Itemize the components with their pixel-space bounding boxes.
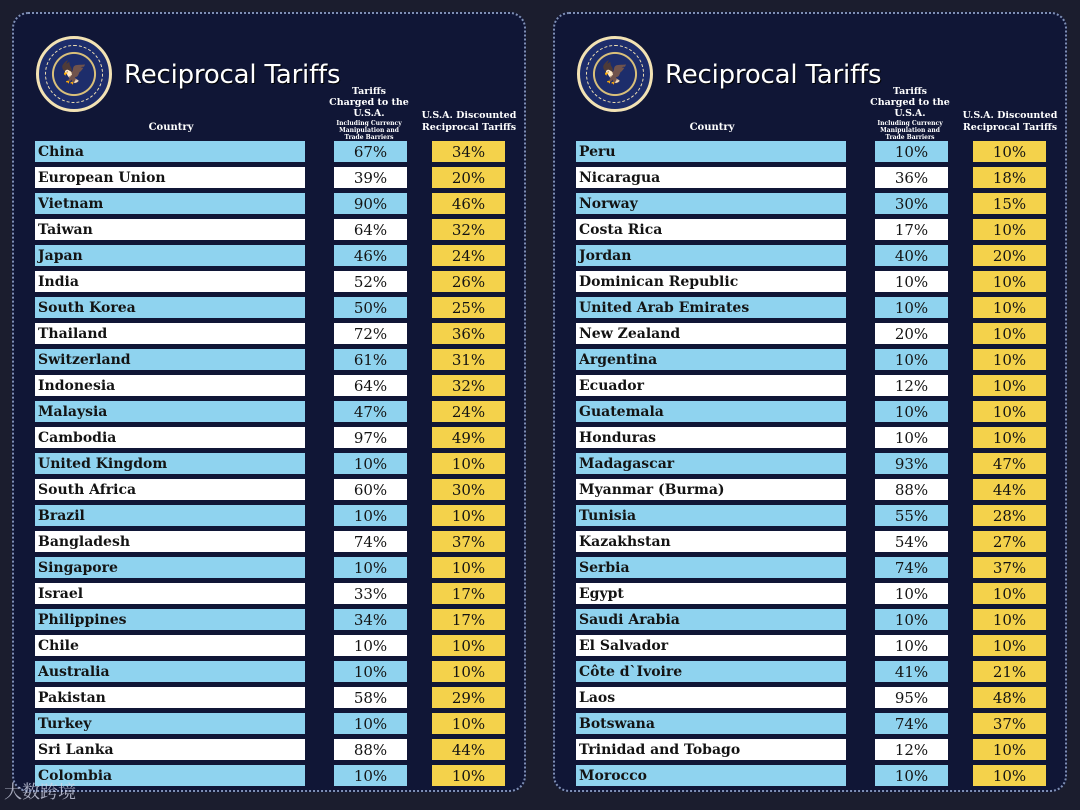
discounted-cell: 10%	[973, 297, 1046, 318]
table-row	[555, 166, 1065, 192]
discounted-column-header: U.S.A. Discounted Reciprocal Tariffs	[421, 110, 517, 133]
discounted-cell: 10%	[973, 349, 1046, 370]
discounted-cell: 46%	[432, 193, 505, 214]
charged-cell: 58%	[334, 687, 407, 708]
table-row	[14, 634, 524, 660]
charged-cell: 10%	[875, 297, 948, 318]
country-cell: Côte d`Ivoire	[576, 661, 846, 682]
charged-cell: 34%	[334, 609, 407, 630]
charged-cell: 10%	[334, 661, 407, 682]
charged-cell: 61%	[334, 349, 407, 370]
discounted-cell: 26%	[432, 271, 505, 292]
charged-cell: 10%	[875, 141, 948, 162]
table-row	[14, 660, 524, 686]
charged-cell: 12%	[875, 375, 948, 396]
charged-header-label: Tariffs Charged to the U.S.A.	[870, 86, 950, 119]
country-cell: Brazil	[35, 505, 305, 526]
country-cell: Honduras	[576, 427, 846, 448]
discounted-cell: 10%	[973, 765, 1046, 786]
discounted-cell: 32%	[432, 219, 505, 240]
country-cell: Norway	[576, 193, 846, 214]
country-cell: Myanmar (Burma)	[576, 479, 846, 500]
table-row	[555, 660, 1065, 686]
country-cell: Israel	[35, 583, 305, 604]
discounted-cell: 10%	[973, 427, 1046, 448]
country-cell: Dominican Republic	[576, 271, 846, 292]
discounted-cell: 10%	[432, 765, 505, 786]
charged-header-subtext: Including Currency Manipulation and Trade Barriers	[877, 120, 943, 141]
discounted-cell: 28%	[973, 505, 1046, 526]
presidential-seal-icon: 🦅	[577, 36, 653, 112]
charged-cell: 10%	[875, 401, 948, 422]
discounted-cell: 10%	[973, 401, 1046, 422]
charged-cell: 88%	[875, 479, 948, 500]
country-cell: Serbia	[576, 557, 846, 578]
charged-cell: 41%	[875, 661, 948, 682]
charged-cell: 74%	[875, 713, 948, 734]
tariff-panel-right	[553, 12, 1067, 792]
table-row	[14, 166, 524, 192]
table-row	[555, 322, 1065, 348]
table-row	[555, 478, 1065, 504]
country-column-header: Country	[689, 122, 735, 133]
discounted-cell: 18%	[973, 167, 1046, 188]
discounted-cell: 29%	[432, 687, 505, 708]
country-column-header: Country	[148, 122, 194, 133]
country-cell: Egypt	[576, 583, 846, 604]
charged-cell: 55%	[875, 505, 948, 526]
charged-cell: 39%	[334, 167, 407, 188]
table-row	[555, 374, 1065, 400]
country-cell: El Salvador	[576, 635, 846, 656]
country-cell: Pakistan	[35, 687, 305, 708]
discounted-cell: 10%	[432, 453, 505, 474]
discounted-cell: 20%	[973, 245, 1046, 266]
table-row	[14, 400, 524, 426]
charged-column-header	[870, 86, 950, 141]
discounted-column-header: U.S.A. Discounted Reciprocal Tariffs	[962, 110, 1058, 133]
charged-cell: 40%	[875, 245, 948, 266]
country-cell: Colombia	[35, 765, 305, 786]
charged-cell: 90%	[334, 193, 407, 214]
table-row	[555, 400, 1065, 426]
discounted-cell: 17%	[432, 583, 505, 604]
table-row	[555, 738, 1065, 764]
country-cell: United Arab Emirates	[576, 297, 846, 318]
table-row	[14, 686, 524, 712]
country-cell: Switzerland	[35, 349, 305, 370]
country-cell: New Zealand	[576, 323, 846, 344]
table-row	[555, 348, 1065, 374]
charged-cell: 10%	[334, 453, 407, 474]
country-cell: South Korea	[35, 297, 305, 318]
country-cell: Taiwan	[35, 219, 305, 240]
table-row	[555, 426, 1065, 452]
table-row	[555, 140, 1065, 166]
watermark-text: 大数跨境	[4, 782, 76, 803]
table-row	[555, 530, 1065, 556]
country-cell: Botswana	[576, 713, 846, 734]
table-row	[555, 764, 1065, 790]
charged-cell: 67%	[334, 141, 407, 162]
table-row	[14, 608, 524, 634]
table-row	[14, 530, 524, 556]
charged-cell: 10%	[875, 271, 948, 292]
table-row	[555, 504, 1065, 530]
charged-cell: 10%	[875, 349, 948, 370]
charged-cell: 10%	[875, 609, 948, 630]
country-cell: Guatemala	[576, 401, 846, 422]
charged-cell: 60%	[334, 479, 407, 500]
charged-cell: 12%	[875, 739, 948, 760]
discounted-cell: 24%	[432, 245, 505, 266]
country-cell: Indonesia	[35, 375, 305, 396]
table-row	[555, 608, 1065, 634]
panel-title: Reciprocal Tariffs	[124, 60, 341, 90]
table-row	[14, 322, 524, 348]
charged-cell: 47%	[334, 401, 407, 422]
discounted-cell: 32%	[432, 375, 505, 396]
discounted-cell: 10%	[432, 635, 505, 656]
table-row	[14, 712, 524, 738]
discounted-cell: 25%	[432, 297, 505, 318]
charged-cell: 10%	[875, 635, 948, 656]
country-cell: Chile	[35, 635, 305, 656]
charged-cell: 20%	[875, 323, 948, 344]
charged-cell: 64%	[334, 375, 407, 396]
charged-cell: 95%	[875, 687, 948, 708]
table-row	[555, 296, 1065, 322]
discounted-cell: 10%	[432, 505, 505, 526]
charged-cell: 10%	[875, 583, 948, 604]
table-row	[555, 452, 1065, 478]
discounted-cell: 48%	[973, 687, 1046, 708]
country-cell: Morocco	[576, 765, 846, 786]
table-row	[14, 582, 524, 608]
table-row	[555, 270, 1065, 296]
table-row	[555, 192, 1065, 218]
presidential-seal-icon: 🦅	[36, 36, 112, 112]
country-cell: Peru	[576, 141, 846, 162]
table-row	[555, 686, 1065, 712]
charged-cell: 10%	[334, 635, 407, 656]
charged-cell: 33%	[334, 583, 407, 604]
charged-cell: 74%	[334, 531, 407, 552]
country-cell: Cambodia	[35, 427, 305, 448]
discounted-cell: 44%	[973, 479, 1046, 500]
country-cell: European Union	[35, 167, 305, 188]
discounted-cell: 10%	[973, 375, 1046, 396]
discounted-cell: 10%	[973, 323, 1046, 344]
charged-header-label: Tariffs Charged to the U.S.A.	[329, 86, 409, 119]
discounted-cell: 10%	[432, 661, 505, 682]
discounted-cell: 49%	[432, 427, 505, 448]
table-row	[14, 296, 524, 322]
country-cell: Costa Rica	[576, 219, 846, 240]
discounted-cell: 47%	[973, 453, 1046, 474]
charged-cell: 30%	[875, 193, 948, 214]
discounted-cell: 10%	[973, 739, 1046, 760]
country-cell: Thailand	[35, 323, 305, 344]
discounted-cell: 10%	[973, 219, 1046, 240]
discounted-cell: 17%	[432, 609, 505, 630]
discounted-cell: 10%	[973, 635, 1046, 656]
charged-cell: 74%	[875, 557, 948, 578]
table-row	[14, 452, 524, 478]
country-cell: Turkey	[35, 713, 305, 734]
panel-title: Reciprocal Tariffs	[665, 60, 882, 90]
discounted-cell: 37%	[432, 531, 505, 552]
table-row	[14, 270, 524, 296]
country-cell: United Kingdom	[35, 453, 305, 474]
charged-cell: 97%	[334, 427, 407, 448]
discounted-cell: 10%	[973, 141, 1046, 162]
country-cell: Jordan	[576, 245, 846, 266]
table-row	[14, 504, 524, 530]
table-row	[14, 764, 524, 790]
country-cell: Singapore	[35, 557, 305, 578]
country-cell: Argentina	[576, 349, 846, 370]
charged-cell: 93%	[875, 453, 948, 474]
table-row	[555, 582, 1065, 608]
country-cell: Ecuador	[576, 375, 846, 396]
country-cell: Australia	[35, 661, 305, 682]
country-cell: China	[35, 141, 305, 162]
charged-cell: 36%	[875, 167, 948, 188]
country-cell: Malaysia	[35, 401, 305, 422]
country-cell: Laos	[576, 687, 846, 708]
charged-cell: 10%	[334, 765, 407, 786]
discounted-cell: 21%	[973, 661, 1046, 682]
country-cell: Vietnam	[35, 193, 305, 214]
country-cell: Trinidad and Tobago	[576, 739, 846, 760]
charged-cell: 10%	[334, 713, 407, 734]
charged-cell: 64%	[334, 219, 407, 240]
table-row	[14, 374, 524, 400]
discounted-cell: 27%	[973, 531, 1046, 552]
country-cell: South Africa	[35, 479, 305, 500]
charged-cell: 10%	[334, 557, 407, 578]
tariff-rows	[14, 140, 524, 790]
discounted-cell: 24%	[432, 401, 505, 422]
discounted-cell: 10%	[973, 609, 1046, 630]
country-cell: Japan	[35, 245, 305, 266]
discounted-cell: 20%	[432, 167, 505, 188]
discounted-cell: 10%	[432, 557, 505, 578]
country-cell: Sri Lanka	[35, 739, 305, 760]
table-row	[14, 218, 524, 244]
discounted-cell: 34%	[432, 141, 505, 162]
charged-cell: 54%	[875, 531, 948, 552]
table-row	[555, 218, 1065, 244]
table-row	[14, 738, 524, 764]
charged-cell: 10%	[875, 427, 948, 448]
table-row	[555, 634, 1065, 660]
charged-cell: 46%	[334, 245, 407, 266]
tariff-rows	[555, 140, 1065, 790]
country-cell: Bangladesh	[35, 531, 305, 552]
charged-cell: 52%	[334, 271, 407, 292]
charged-cell: 72%	[334, 323, 407, 344]
charged-cell: 10%	[875, 765, 948, 786]
discounted-cell: 10%	[973, 271, 1046, 292]
table-row	[14, 348, 524, 374]
charged-cell: 10%	[334, 505, 407, 526]
country-cell: Kazakhstan	[576, 531, 846, 552]
charged-cell: 88%	[334, 739, 407, 760]
table-row	[14, 478, 524, 504]
discounted-cell: 37%	[973, 557, 1046, 578]
country-cell: Saudi Arabia	[576, 609, 846, 630]
table-row	[14, 140, 524, 166]
charged-cell: 17%	[875, 219, 948, 240]
discounted-cell: 37%	[973, 713, 1046, 734]
table-row	[14, 244, 524, 270]
country-cell: Tunisia	[576, 505, 846, 526]
tariff-panel-left	[12, 12, 526, 792]
discounted-cell: 10%	[973, 583, 1046, 604]
country-cell: Nicaragua	[576, 167, 846, 188]
charged-header-subtext: Including Currency Manipulation and Trade Barriers	[336, 120, 402, 141]
table-row	[555, 556, 1065, 582]
table-row	[14, 426, 524, 452]
country-cell: Madagascar	[576, 453, 846, 474]
discounted-cell: 10%	[432, 713, 505, 734]
table-row	[14, 192, 524, 218]
table-row	[555, 712, 1065, 738]
country-cell: India	[35, 271, 305, 292]
discounted-cell: 44%	[432, 739, 505, 760]
table-row	[555, 244, 1065, 270]
charged-cell: 50%	[334, 297, 407, 318]
discounted-cell: 36%	[432, 323, 505, 344]
country-cell: Philippines	[35, 609, 305, 630]
discounted-cell: 30%	[432, 479, 505, 500]
discounted-cell: 15%	[973, 193, 1046, 214]
table-row	[14, 556, 524, 582]
discounted-cell: 31%	[432, 349, 505, 370]
charged-column-header	[329, 86, 409, 141]
